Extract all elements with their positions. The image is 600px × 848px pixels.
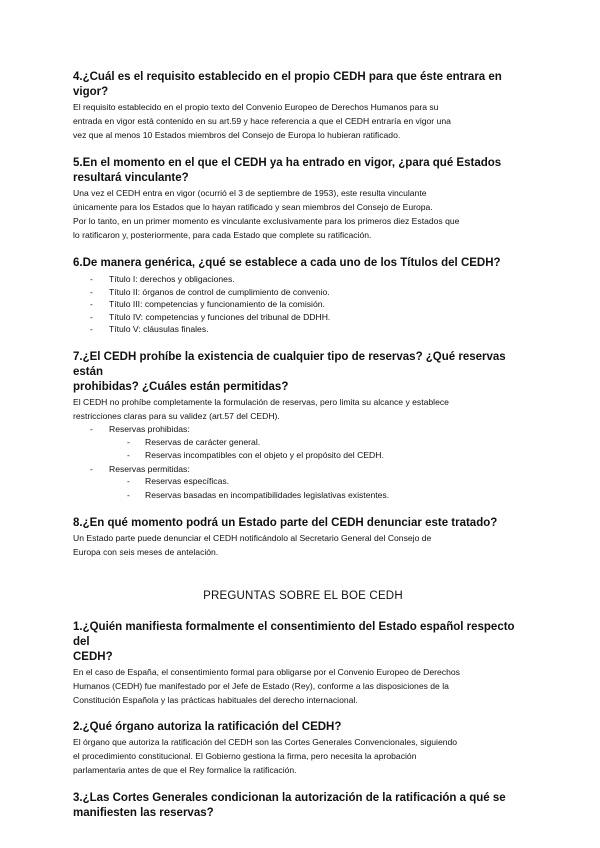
- boe-question-3-title: manifiesten las reservas?: [73, 807, 214, 820]
- boe-question-1: [73, 620, 533, 707]
- question-5-title: resultará vinculante?: [73, 172, 189, 184]
- question-8-title: 8.¿En qué momento podrá un Estado parte del CEDH denunciar este tratado?: [73, 517, 498, 530]
- answer-line: Humanos (CEDH) fue manifestado por el Jefe de Estado (Rey), conforme a las disposiciones de la: [73, 681, 449, 692]
- list-item: - Título IV: competencias y funciones del tribunal de DDHH.: [73, 311, 533, 324]
- answer-line: Europa con seis meses de antelación.: [73, 547, 219, 558]
- question-7: [73, 350, 533, 502]
- question-8: [73, 516, 533, 559]
- answer-line: entrada en vigor está contenido en su art.59 y hace referencia a que el CEDH entraría en vigor una: [73, 116, 451, 126]
- sub-list-item: - Reservas incompatibles con el objeto y el propósito del CEDH.: [73, 449, 533, 463]
- answer-line: Constitución Española y las prácticas habituales del derecho internacional.: [73, 695, 358, 706]
- boe-question-3: [73, 791, 533, 821]
- answer-line: El CEDH no prohíbe completamente la formulación de reservas, pero limita su alcance y establece: [73, 396, 449, 407]
- question-7-title: prohibidas? ¿Cuáles están permitidas?: [73, 380, 289, 393]
- list-item: - Título V: cláusulas finales.: [73, 323, 533, 336]
- answer-line: El requisito establecido en el propio texto del Convenio Europeo de Derechos Humanos para su: [73, 102, 439, 112]
- reservations-list: [73, 423, 533, 502]
- question-6: [73, 256, 533, 336]
- answer-line: Una vez el CEDH entra en vigor (ocurrió el 3 de septiembre de 1953), este resulta vinculante: [73, 188, 427, 198]
- sub-list-item: - Reservas específicas.: [73, 475, 533, 489]
- answer-line: En el caso de España, el consentimiento formal para obligarse por el Convenio Europeo de Derechos: [73, 667, 460, 678]
- answer-line: parlamentaria antes de que el Rey formalice la ratificación.: [73, 765, 297, 776]
- answer-line: vez que al menos 10 Estados miembros del Consejo de Europa lo hubieran ratificado.: [73, 130, 401, 140]
- list-item: - Reservas prohibidas:: [73, 423, 533, 436]
- question-4: [73, 70, 533, 142]
- section-title: PREGUNTAS SOBRE EL BOE CEDH: [203, 590, 403, 603]
- answer-line: Un Estado parte puede denunciar el CEDH notificándolo al Secretario General del Consejo de: [73, 533, 432, 544]
- boe-question-2: [73, 720, 533, 777]
- question-6-title: 6.De manera genérica, ¿qué se establece a cada uno de los Títulos del CEDH?: [73, 257, 501, 269]
- titles-list: [73, 273, 533, 336]
- answer-line: únicamente para los Estados que lo hayan ratificado y sean miembros del Consejo de Europa.: [73, 202, 433, 212]
- boe-question-3-title: 3.¿Las Cortes Generales condicionan la autorización de la ratificación a qué se: [73, 792, 506, 805]
- list-item: - Título III: competencias y funcionamiento de la comisión.: [73, 298, 533, 311]
- list-item: - Reservas permitidas:: [73, 463, 533, 476]
- list-item: - Título I: derechos y obligaciones.: [73, 273, 533, 286]
- boe-question-2-title: 2.¿Qué órgano autoriza la ratificación del CEDH?: [73, 721, 342, 734]
- question-4-title: 4.¿Cuál es el requisito establecido en el propio CEDH para que éste entrara en vigor?: [73, 71, 502, 98]
- answer-line: El órgano que autoriza la ratificación del CEDH son las Cortes Generales Convencionales, siguiendo: [73, 737, 458, 748]
- sub-list-item: - Reservas basadas en incompatibilidades legislativas existentes.: [73, 489, 533, 503]
- document-body: [73, 70, 533, 821]
- question-5: [73, 156, 533, 242]
- list-item: - Título II: órganos de control de cumplimiento de convenio.: [73, 286, 533, 299]
- question-7-title: 7.¿El CEDH prohíbe la existencia de cualquier tipo de reservas? ¿Qué reservas están: [73, 350, 506, 378]
- answer-line: el procedimiento constitucional. El Gobierno gestiona la firma, pero necesita la aprobación: [73, 751, 417, 762]
- question-5-title: 5.En el momento en el que el CEDH ya ha entrado en vigor, ¿para qué Estados: [73, 157, 502, 169]
- boe-question-1-title: CEDH?: [73, 651, 113, 664]
- boe-question-1-title: 1.¿Quién manifiesta formalmente el consentimiento del Estado español respecto del: [73, 621, 515, 649]
- answer-line: restricciones claras para su validez (art.57 del CEDH).: [73, 410, 280, 421]
- sub-list-item: - Reservas de carácter general.: [73, 436, 533, 450]
- answer-line: Por lo tanto, en un primer momento es vinculante exclusivamente para los primeros diez Estados que: [73, 216, 460, 226]
- answer-line: lo ratificaron y, posteriormente, para cada Estado que complete su ratificación.: [73, 230, 372, 240]
